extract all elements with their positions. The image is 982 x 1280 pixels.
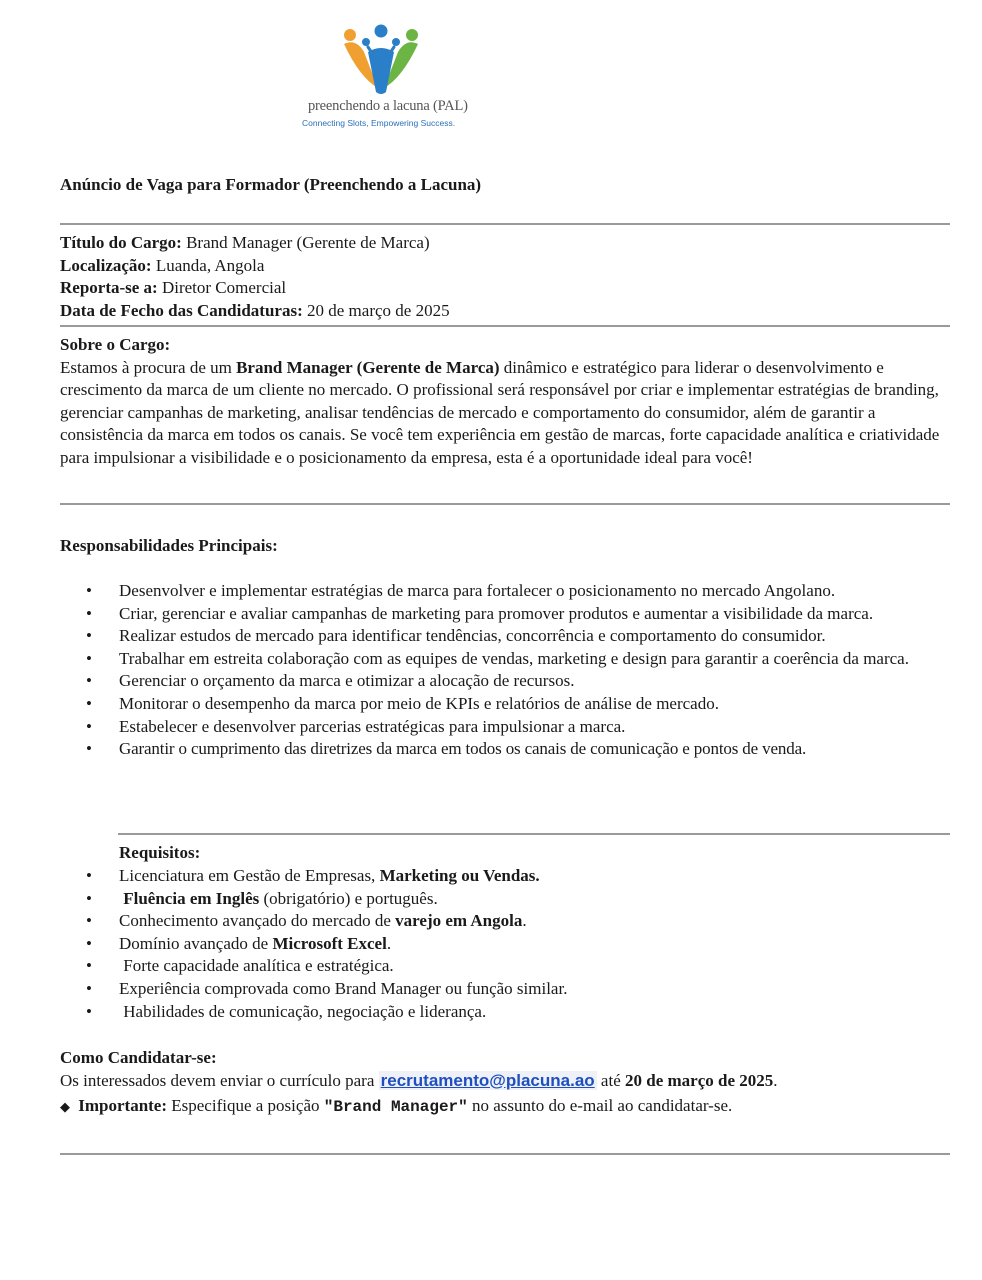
detail-value: Luanda, Angola xyxy=(155,255,265,275)
list-item-text: Garantir o cumprimento das diretrizes da marca em todos os canais de comunicação e pontos de venda. xyxy=(119,739,807,759)
divider xyxy=(60,223,950,225)
detail-label: Data de Fecho das Candidaturas: xyxy=(60,300,303,320)
req-bold: Marketing ou Vendas. xyxy=(379,866,540,885)
list-item xyxy=(60,978,950,1001)
responsibilities-list xyxy=(60,580,950,761)
list-item xyxy=(60,693,950,716)
bullet-icon: • xyxy=(86,739,92,759)
divider xyxy=(60,1153,950,1155)
detail-value: Brand Manager (Gerente de Marca) xyxy=(186,233,430,252)
apply-text: Os interessados devem enviar o currículo para xyxy=(60,1070,375,1090)
list-item-text: Realizar estudos de mercado para identificar tendências, concorrência e comportamento do consumidor. xyxy=(119,626,826,646)
bullet-icon: • xyxy=(86,978,92,998)
about-role: Brand Manager (Gerente de Marca) xyxy=(236,357,500,377)
list-item xyxy=(60,933,950,956)
about-paragraph xyxy=(60,357,950,470)
list-item-text: Criar, gerenciar e avaliar campanhas de marketing para promover produtos e aumentar a visibilidade da marca. xyxy=(119,603,874,623)
list-item-text: Monitorar o desempenho da marca por meio de KPIs e relatórios de análise de mercado. xyxy=(119,693,719,713)
logo-name: preenchendo a lacuna (PAL) xyxy=(308,98,468,114)
list-item xyxy=(60,670,950,693)
req-text: . xyxy=(522,911,527,931)
list-item xyxy=(60,648,950,671)
about-intro: Estamos à procura de um xyxy=(60,357,232,377)
detail-row-title xyxy=(60,232,950,255)
divider xyxy=(60,325,950,327)
requirements-heading: Requisitos: xyxy=(119,843,201,862)
bullet-icon: • xyxy=(86,866,92,885)
bullet-icon: • xyxy=(86,888,92,908)
list-item xyxy=(60,625,950,648)
diamond-icon: ◆ xyxy=(60,1099,70,1114)
bullet-icon: • xyxy=(86,648,92,668)
req-text: Licenciatura em Gestão de Empresas, xyxy=(119,866,376,885)
divider xyxy=(60,503,950,505)
bullet-icon: • xyxy=(86,911,92,931)
divider xyxy=(118,833,950,835)
list-item xyxy=(60,580,950,603)
responsibilities-heading: Responsabilidades Principais: xyxy=(60,536,278,555)
list-item xyxy=(60,910,950,933)
detail-value: 20 de março de 2025 xyxy=(307,300,450,320)
important-label: Importante: xyxy=(78,1096,168,1115)
list-item-text: Gerenciar o orçamento da marca e otimizar a alocação de recursos. xyxy=(119,671,575,691)
email-link[interactable]: recrutamento@placuna.ao xyxy=(380,1070,595,1090)
apply-heading: Como Candidatar-se: xyxy=(60,1048,217,1067)
bullet-icon: • xyxy=(86,956,92,976)
apply-text: até xyxy=(600,1070,621,1090)
list-item xyxy=(60,1001,950,1024)
detail-row-reports-to xyxy=(60,277,950,300)
list-item xyxy=(60,716,950,739)
important-text: Especifique a posição xyxy=(171,1096,320,1115)
list-item-text: Desenvolver e implementar estratégias de marca para fortalecer o posicionamento no mercado Angolano. xyxy=(119,581,836,600)
bullet-icon: • xyxy=(86,716,92,736)
requirements-list xyxy=(60,865,950,1023)
list-item xyxy=(60,888,950,911)
req-text: (obrigatório) e português. xyxy=(263,888,438,908)
list-item xyxy=(60,955,950,978)
req-bold: varejo em Angola xyxy=(395,911,523,931)
list-item xyxy=(60,603,950,626)
apply-deadline: 20 de março de 2025 xyxy=(625,1070,774,1090)
important-text: no assunto do e-mail ao candidatar-se. xyxy=(472,1096,733,1115)
about-section xyxy=(60,334,950,469)
logo-figures-icon xyxy=(338,22,424,98)
list-item xyxy=(60,865,950,888)
company-logo xyxy=(300,22,480,134)
list-item-text: Trabalhar em estreita colaboração com as equipes de vendas, marketing e design para garantir a coerência da marca. xyxy=(119,648,909,668)
bullet-icon: • xyxy=(86,693,92,713)
important-note xyxy=(60,1095,950,1119)
bullet-icon: • xyxy=(86,1001,92,1021)
detail-row-deadline xyxy=(60,300,950,323)
apply-section xyxy=(60,1047,950,1119)
detail-label: Reporta-se a: xyxy=(60,278,158,297)
job-details xyxy=(60,232,950,322)
bullet-icon: • xyxy=(86,626,92,646)
apply-text: . xyxy=(773,1070,778,1090)
req-text: Experiência comprovada como Brand Manager ou função similar. xyxy=(119,978,568,998)
bullet-icon: • xyxy=(86,933,92,953)
bullet-icon: • xyxy=(86,581,92,600)
apply-instructions xyxy=(60,1070,950,1093)
logo-tagline: Connecting Slots, Empowering Success. xyxy=(302,118,456,128)
list-item xyxy=(60,738,950,761)
important-position: "Brand Manager" xyxy=(323,1098,468,1116)
req-text: Conhecimento avançado do mercado de xyxy=(119,911,391,931)
list-item-text: Estabelecer e desenvolver parcerias estratégicas para impulsionar a marca. xyxy=(119,716,626,736)
req-text: Domínio avançado de xyxy=(119,933,269,953)
req-bold: Fluência em Inglês xyxy=(123,888,260,908)
req-bold: Microsoft Excel xyxy=(272,933,387,953)
req-text: Forte capacidade analítica e estratégica. xyxy=(123,956,394,976)
req-text: . xyxy=(386,933,392,953)
req-text: Habilidades de comunicação, negociação e liderança. xyxy=(123,1001,487,1021)
detail-value: Diretor Comercial xyxy=(161,278,287,297)
bullet-icon: • xyxy=(86,603,92,623)
about-body: dinâmico e estratégico para liderar o desenvolvimento e crescimento da marca de um cliente no mercado. O profissional será responsável por criar e implementar estratégias de branding, gerenciar campanhas de marketing, analisar tendências de mercado e comportamento do consumidor, além de garantir a consistência da marca em todos os canais. Se você tem experiência em gestão de marcas, forte capacidade analítica e criatividade para impulsionar a visibilidade e o posicionamento da empresa, esta é a oportunidade ideal para você! xyxy=(60,357,940,467)
about-heading: Sobre o Cargo: xyxy=(60,335,171,354)
detail-row-location xyxy=(60,255,950,278)
bullet-icon: • xyxy=(86,671,92,691)
page-title: Anúncio de Vaga para Formador (Preenchendo a Lacuna) xyxy=(60,175,482,194)
detail-label: Título do Cargo: xyxy=(60,233,182,252)
detail-label: Localização: xyxy=(60,255,152,275)
